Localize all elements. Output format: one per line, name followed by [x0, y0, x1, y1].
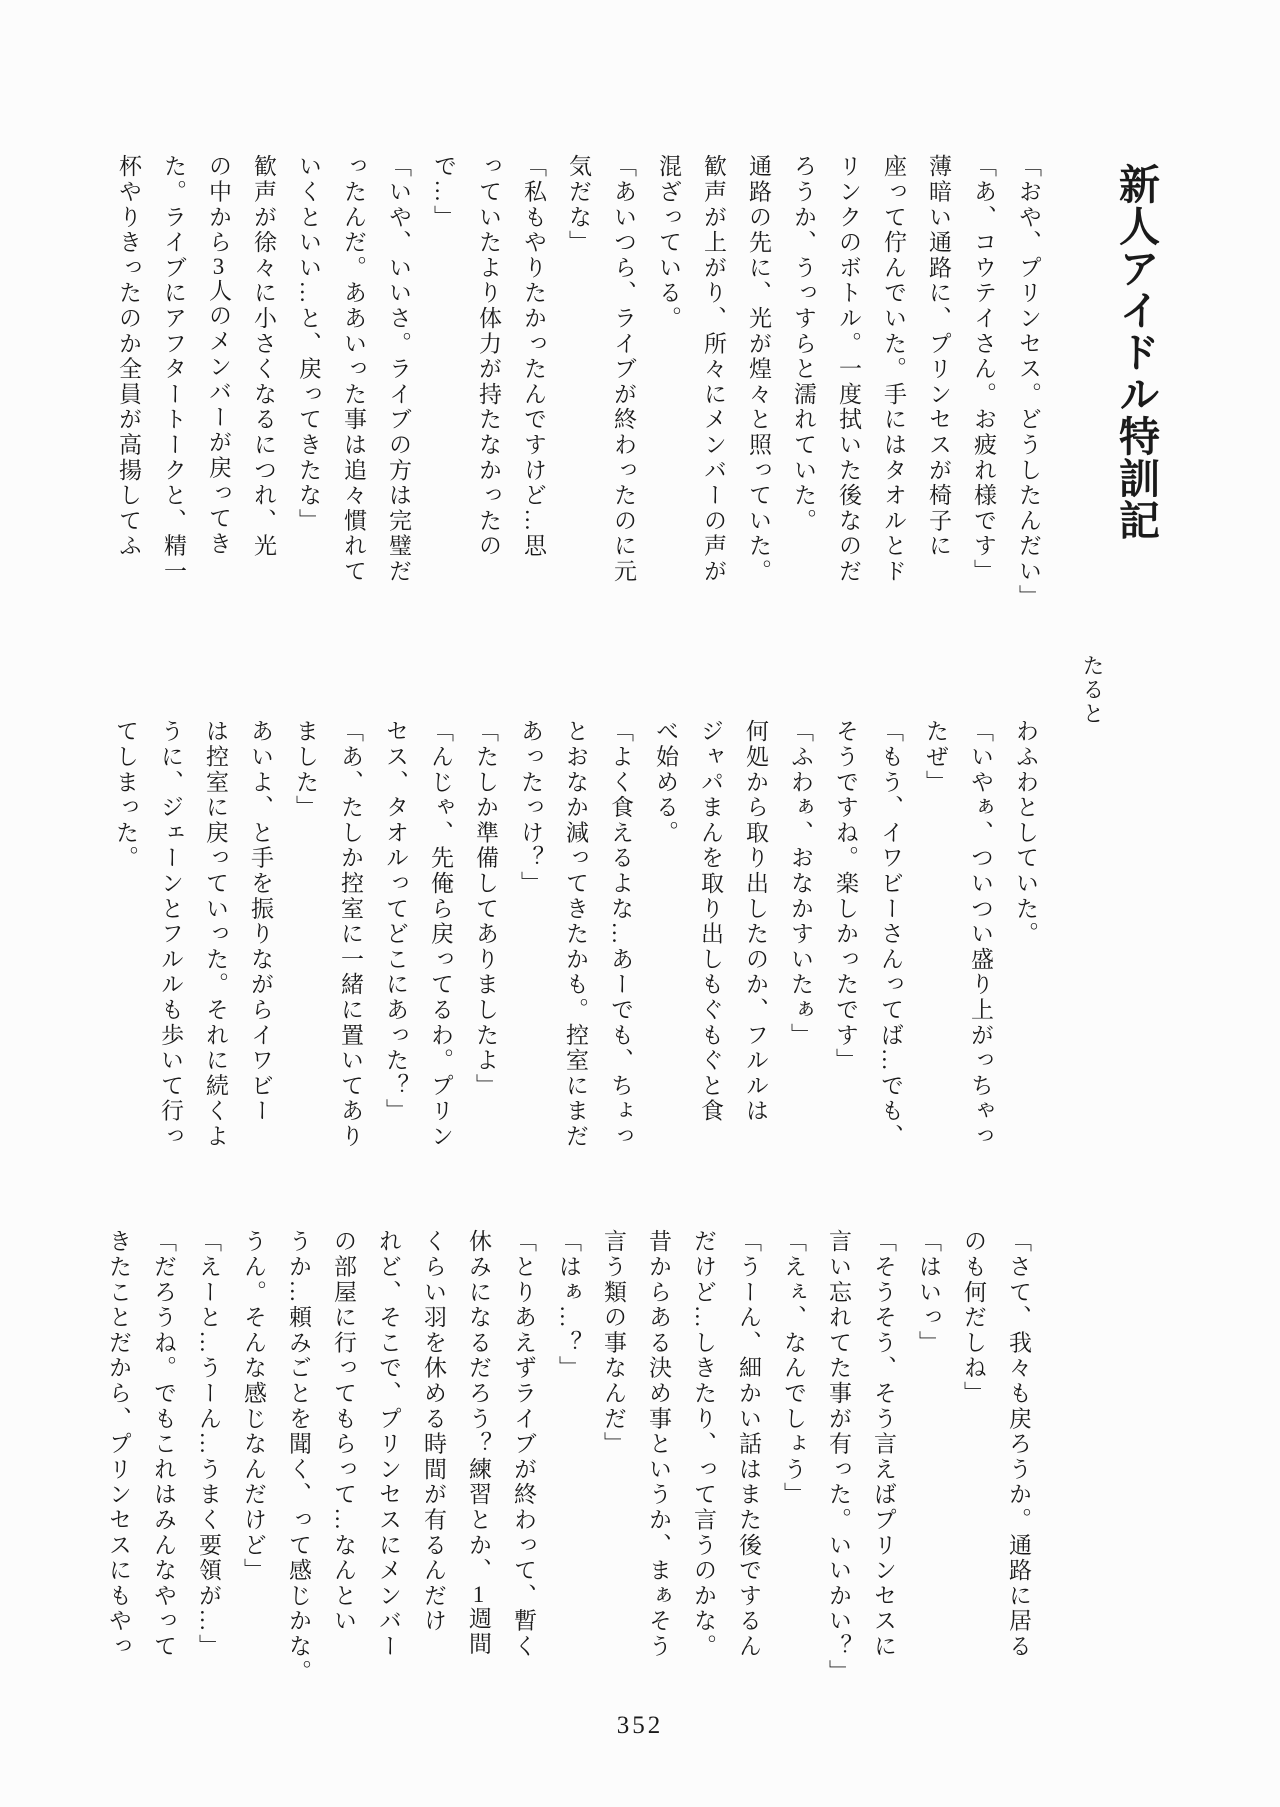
- text-column: は控室に戻っていった。それに続くよ: [203, 719, 228, 1150]
- text-column: そうですね。楽しかったです」: [833, 719, 858, 1074]
- upright-digit: 3: [212, 255, 225, 279]
- text-column: ジャパまんを取り出しもぐもぐと食: [698, 719, 723, 1124]
- text-column: 言い忘れてた事が有った。いいかい？」: [826, 1229, 851, 1685]
- text-column: 昔からある決め事というか、まぁそう: [646, 1229, 671, 1660]
- text-column: の部屋に行ってもらって…なんとい: [331, 1229, 356, 1634]
- text-column: 「おや、プリンセス。どうしたんだい」: [1016, 154, 1041, 610]
- text-column: 杯やりきったのか全員が高揚してふ: [116, 154, 141, 559]
- text-column: 「あ、コウテイさん。お疲れ様です」: [971, 154, 996, 585]
- text-column: の中から3人のメンバーが戻ってき: [206, 154, 231, 557]
- text-column: 「えーと…うーん…うまく要領が…」: [196, 1229, 221, 1660]
- text-column: あったっけ？」: [518, 719, 543, 897]
- text-column: 「えぇ、なんでしょう」: [781, 1229, 806, 1508]
- text-column: いくといい…と、戻ってきたな」: [296, 154, 321, 534]
- page-number: 352: [616, 1712, 664, 1739]
- text-column: だけど…しきたり、って言うのかな。: [691, 1229, 716, 1660]
- author-name: たると: [1080, 654, 1105, 726]
- text-column: た。ライブにアフタートークと、精一: [161, 154, 186, 585]
- text-column: 座って佇んでいた。手にはタオルとド: [881, 154, 906, 585]
- text-column: ました」: [293, 719, 318, 821]
- text-column: うか…頼みごとを聞く、って感じかな。: [286, 1229, 311, 1685]
- text-column: 歓声が徐々に小さくなるにつれ、光: [251, 154, 276, 559]
- text-column: 「あ、たしか控室に一緒に置いてあり: [338, 719, 363, 1150]
- text-column: あいよ、と手を振りながらイワビー: [248, 719, 273, 1124]
- text-column: 「私もやりたかったんですけど…思: [521, 154, 546, 559]
- text-column: セス、タオルってどこにあった？」: [383, 719, 408, 1124]
- text-band-middle: [114, 719, 1037, 1149]
- text-column: 「さて、我々も戻ろうか。通路に居る: [1006, 1229, 1031, 1660]
- text-band-top: [117, 154, 1040, 609]
- text-column: 「いや、いいさ。ライブの方は完璧だ: [386, 154, 411, 585]
- text-column: 「よく食えるよな…あーでも、ちょっ: [608, 719, 633, 1150]
- text-column: 「そうそう、そう言えばプリンセスに: [871, 1229, 896, 1660]
- text-column: わふわとしていた。: [1013, 719, 1038, 947]
- text-column: ろうか、うっすらと濡れていた。: [791, 154, 816, 534]
- text-column: 「とりあえずライブが終わって、暫く: [511, 1229, 536, 1660]
- text-column: てしまった。: [113, 719, 138, 871]
- text-column: 「もう、イワビーさんってば…でも、: [878, 719, 903, 1150]
- story-title: 新人アイドル特訓記: [1113, 163, 1159, 541]
- text-column: べ始める。: [653, 719, 678, 846]
- text-column: リンクのボトル。一度拭いた後なのだ: [836, 154, 861, 585]
- text-column: 「いやぁ、ついつい盛り上がっちゃっ: [968, 719, 993, 1150]
- text-column: 「はいっ」: [916, 1229, 941, 1356]
- text-column: うん。そんな感じなんだけど」: [241, 1229, 266, 1584]
- text-column: 歓声が上がり、所々にメンバーの声が: [701, 154, 726, 585]
- text-column: 言う類の事なんだ」: [601, 1229, 626, 1457]
- text-column: 薄暗い通路に、プリンセスが椅子に: [926, 154, 951, 559]
- text-column: とおなか減ってきたかも。控室にまだ: [563, 719, 588, 1150]
- text-column: 「だろうね。でもこれはみんなやって: [151, 1229, 176, 1660]
- text-column: 「たしか準備してありましたよ」: [473, 719, 498, 1099]
- text-column: っていたより体力が持たなかったの: [476, 154, 501, 559]
- text-band-bottom: [107, 1229, 1030, 1684]
- text-column: 気だな」: [566, 154, 591, 256]
- text-column: で…」: [431, 154, 456, 230]
- upright-digit: 1: [472, 1583, 485, 1607]
- text-column: 休みになるだろう？練習とか、1週間: [466, 1229, 491, 1657]
- text-column: 通路の先に、光が煌々と照っていた。: [746, 154, 771, 585]
- text-column: 「うーん、細かい話はまた後でするん: [736, 1229, 761, 1660]
- text-column: たぜ」: [923, 719, 948, 795]
- text-column: のも何だしね」: [961, 1229, 986, 1407]
- text-column: 「ふわぁ、おなかすいたぁ」: [788, 719, 813, 1048]
- text-column: きたことだから、プリンセスにもやっ: [106, 1229, 131, 1660]
- text-column: ったんだ。ああいった事は追々慣れて: [341, 154, 366, 585]
- text-column: 「んじゃ、先俺ら戻ってるわ。プリン: [428, 719, 453, 1150]
- text-column: 混ざっている。: [656, 154, 681, 332]
- text-column: れど、そこで、プリンセスにメンバー: [376, 1229, 401, 1660]
- text-column: 何処から取り出したのか、フルルは: [743, 719, 768, 1124]
- text-column: 「はぁ…？」: [556, 1229, 581, 1381]
- text-column: くらい羽を休める時間が有るんだけ: [421, 1229, 446, 1634]
- text-column: 「あいつら、ライブが終わったのに元: [611, 154, 636, 585]
- text-column: うに、ジェーンとフルルも歩いて行っ: [158, 719, 183, 1150]
